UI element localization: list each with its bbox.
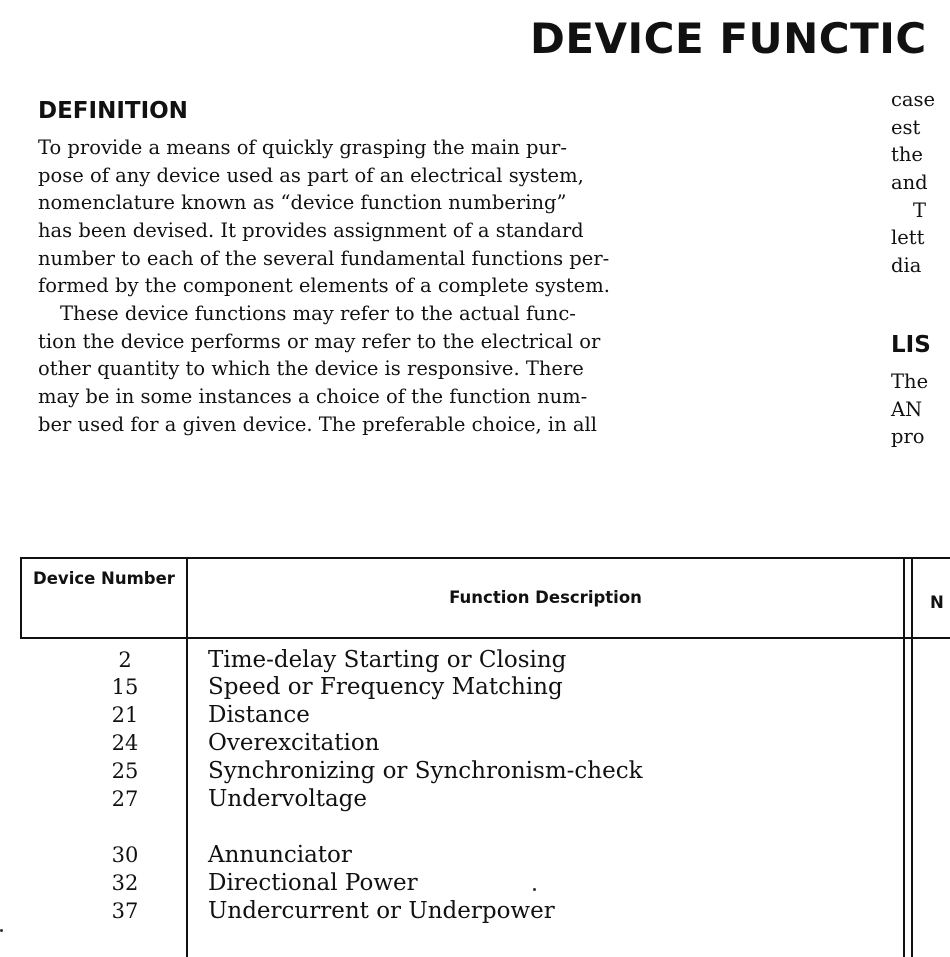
function-description-cell: Annunciator: [208, 842, 352, 868]
scan-speck: [0, 929, 3, 932]
function-description-cell: Speed or Frequency Matching: [208, 674, 563, 700]
section-heading-definition: DEFINITION: [38, 98, 188, 124]
function-description-cell: Distance: [208, 702, 310, 728]
device-number-cell: 24: [111, 731, 139, 755]
paragraph-line: the: [891, 143, 923, 167]
paragraph-line: dia: [891, 254, 922, 278]
paragraph-line: lett: [891, 226, 925, 250]
paragraph-line: has been devised. It provides assignment of a standard: [38, 219, 584, 243]
device-number-cell: 32: [111, 871, 139, 895]
page-title: DEVICE FUNCTIC: [530, 14, 927, 63]
paragraph-line: and: [891, 171, 928, 195]
paragraph-line: pro: [891, 425, 925, 449]
definition-paragraph-2: [38, 300, 600, 438]
paragraph-line: may be in some instances a choice of the function num-: [38, 385, 588, 409]
function-description-cell: Synchronizing or Synchronism-check: [208, 758, 643, 784]
table-double-divider-right: [911, 557, 913, 957]
device-number-cell: 21: [111, 703, 139, 727]
function-description-cell: Undercurrent or Underpower: [208, 898, 555, 924]
paragraph-line: nomenclature known as “device function numbering”: [38, 191, 567, 215]
paragraph-line: The: [891, 370, 929, 393]
paragraph-line: AN: [891, 397, 923, 421]
paragraph-line: ber used for a given device. The preferable choice, in all: [38, 412, 598, 436]
paragraph-line: pose of any device used as part of an electrical system,: [38, 163, 584, 187]
function-description-cell: Undervoltage: [208, 786, 368, 812]
function-description-cell: Time-delay Starting or Closing: [208, 647, 567, 673]
column-header-fragment: N: [930, 593, 944, 612]
device-number-cell: 15: [111, 675, 139, 699]
scan-speck: [533, 888, 536, 891]
column-header-function-description: Function Description: [449, 588, 642, 607]
right-column-text-bottom: [891, 368, 928, 451]
table-double-divider-left: [903, 557, 905, 957]
paragraph-line: To provide a means of quickly grasping the main pur-: [38, 136, 567, 159]
paragraph-line: tion the device performs or may refer to the electrical or: [38, 329, 601, 353]
paragraph-line: case: [891, 88, 936, 111]
paragraph-line: These device functions may refer to the actual func-: [60, 302, 576, 325]
paragraph-line: T: [913, 198, 927, 222]
function-description-cell: Overexcitation: [208, 730, 380, 756]
right-column-text-top: [891, 86, 935, 280]
paragraph-line: formed by the component elements of a complete system.: [38, 274, 610, 298]
column-header-device-number: Device Number: [33, 569, 175, 588]
device-number-cell: 30: [111, 843, 139, 867]
device-number-cell: 25: [111, 759, 139, 783]
device-number-cell: 37: [111, 899, 139, 923]
paragraph-line: number to each of the several fundamental functions per-: [38, 246, 610, 270]
device-number-cell: 2: [118, 648, 132, 672]
table-column-divider: [186, 557, 188, 957]
section-heading-list: LIS: [891, 332, 931, 358]
table-top-border: [20, 557, 950, 559]
table-header-border: [20, 637, 950, 639]
paragraph-line: est: [891, 115, 921, 139]
function-description-cell: Directional Power: [208, 870, 418, 896]
paragraph-line: other quantity to which the device is responsive. There: [38, 357, 584, 381]
definition-paragraph-1: [38, 134, 610, 300]
device-number-cell: 27: [111, 787, 139, 811]
